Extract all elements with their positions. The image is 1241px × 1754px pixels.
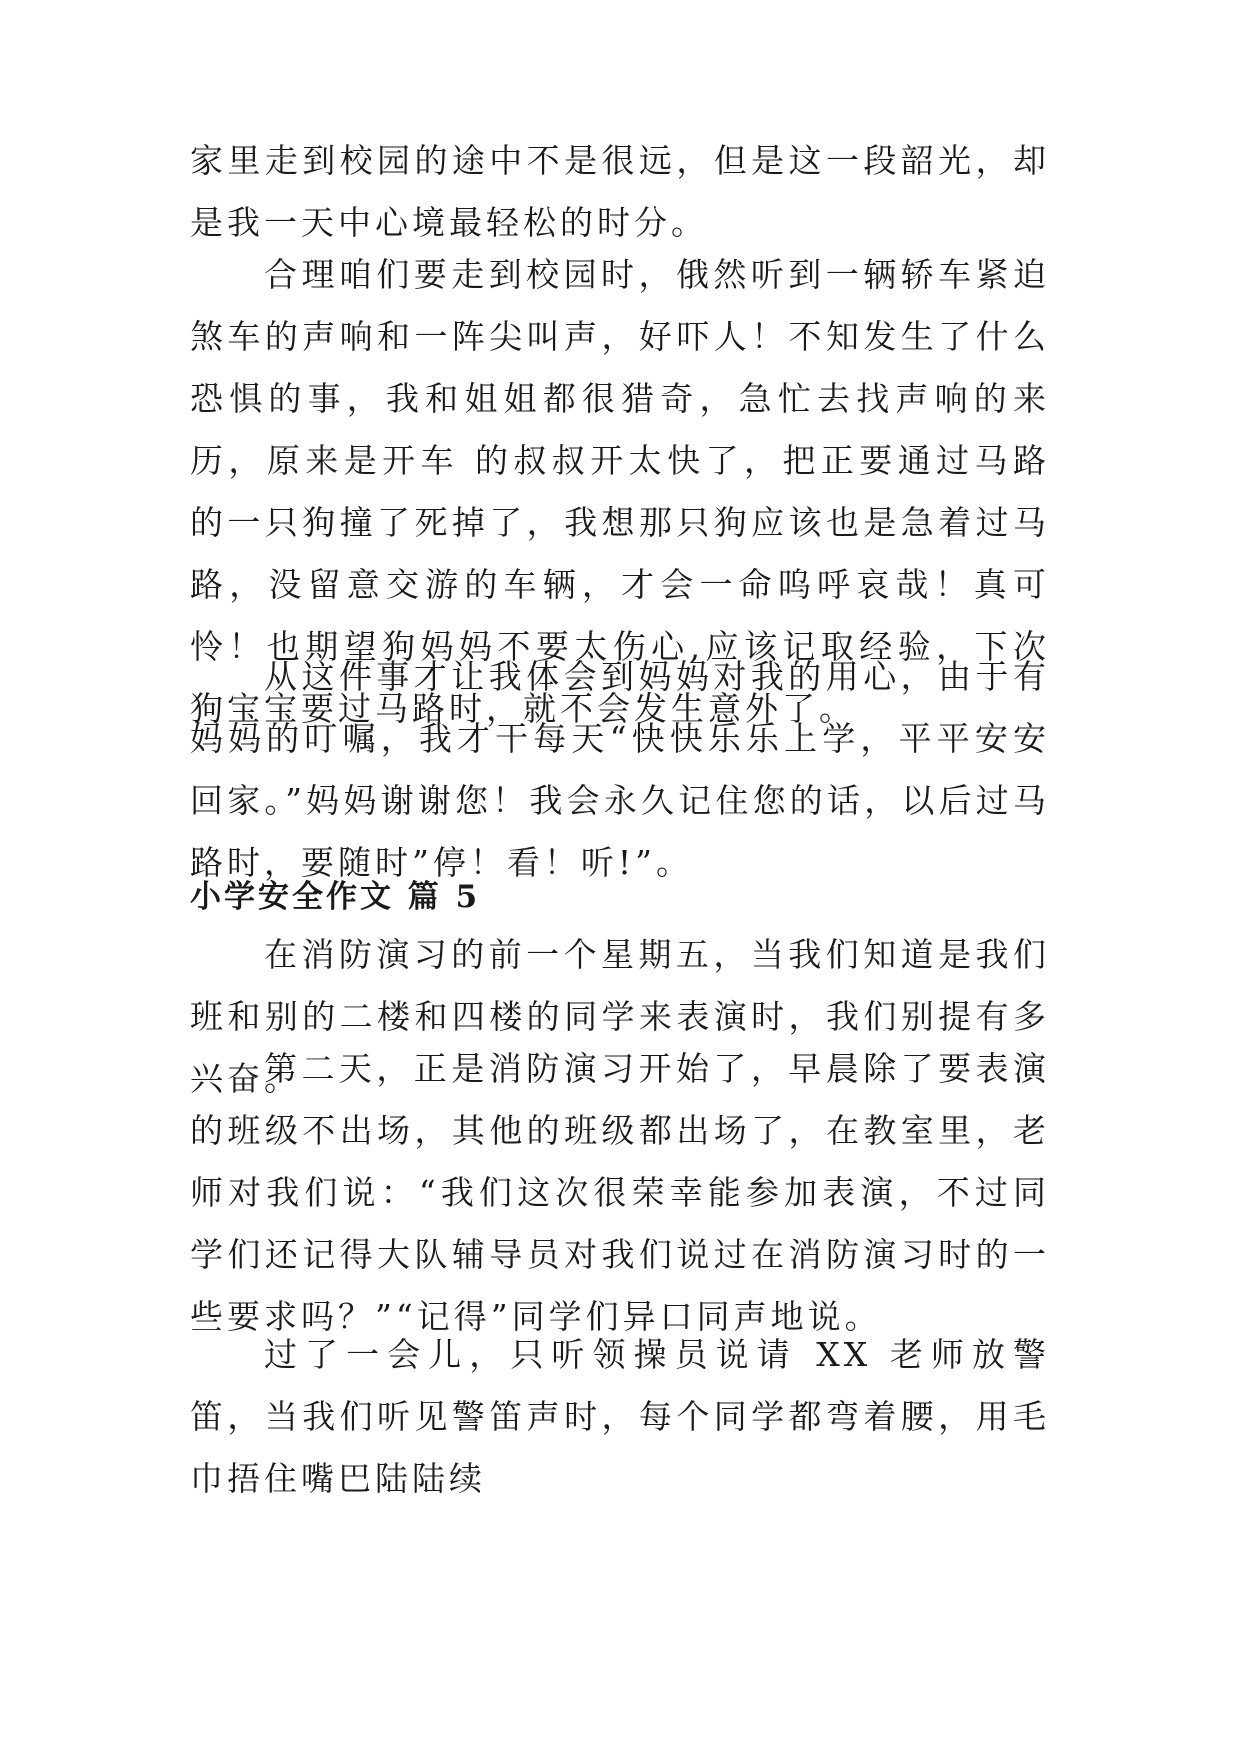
paragraph-a3: 从这件事才让我体会到妈妈对我的用心，由于有妈妈的叮嘱，我才干每天“快快乐乐上学，平平安安回家。”妈妈谢谢您！我会永久记住您的话，以后过马路时，要随时”停！看！听!”。 bbox=[190, 657, 1050, 882]
paragraph-a2: 合理咱们要走到校园时，俄然听到一辆轿车紧迫煞车的声响和一阵尖叫声，好吓人！不知发生了什么恐惧的事，我和姐姐都很猎奇，急忙去找声响的来历，原来是开车 的叔叔开太快了，把正要通过马路的一只狗撞了死掉了，我想那只狗应该也是急着过马路，没留意交游的车辆，才会一命呜呼哀哉！真可怜！也期望狗妈妈不要太伤心,应该记取经验，下次狗宝宝要过马路时，就不会发生意外了。 bbox=[190, 255, 1050, 728]
paragraph-b3: 过了一会儿，只听领操员说请 XX 老师放警笛，当我们听见警笛声时，每个同学都弯着腰，用毛巾捂住嘴巴陆陆续 bbox=[190, 1335, 1050, 1498]
section-heading: 小学安全作文 篇 5 bbox=[190, 879, 481, 915]
paragraph-a1: 家里走到校园的途中不是很远，但是这一段韶光，却是我一天中心境最轻松的时分。 bbox=[190, 141, 1050, 242]
paragraph-b1: 在消防演习的前一个星期五，当我们知道是我们班和别的二楼和四楼的同学来表演时，我们别提有多兴奋。 bbox=[190, 935, 1050, 1098]
paragraph-b2: 第二天，正是消防演习开始了，早晨除了要表演的班级不出场，其他的班级都出场了，在教室里，老师对我们说：“我们这次很荣幸能参加表演，不过同学们还记得大队辅导员对我们说过在消防演习时的一些要求吗？”“记得”同学们异口同声地说。 bbox=[190, 1049, 1050, 1336]
